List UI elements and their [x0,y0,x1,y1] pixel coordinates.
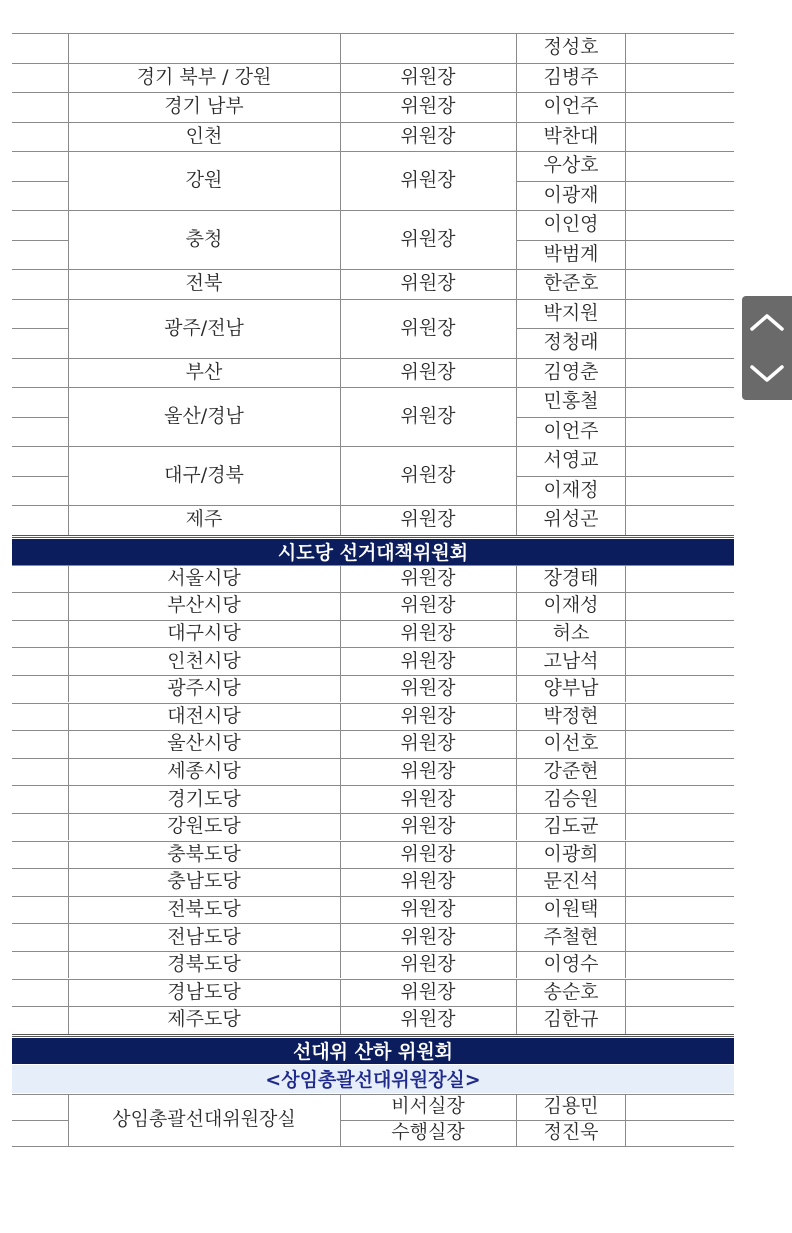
scroll-down-button[interactable] [742,348,792,400]
cell-name: 김한규 [543,1008,599,1031]
column-divider [625,592,626,620]
cell-region: 전북도당 [167,897,241,920]
cell-role: 위원장 [400,566,456,589]
cell-role: 위원장 [400,953,456,976]
column-divider [68,299,69,358]
cell-region: 경기도당 [167,787,241,810]
cell-role: 위원장 [400,815,456,838]
column-divider [68,1006,69,1034]
column-divider [68,387,69,446]
cell-name: 정성호 [543,36,599,59]
column-divider [340,505,341,535]
cell-name: 위성곤 [543,508,599,531]
column-divider [68,592,69,620]
column-divider [340,868,341,896]
column-divider [516,841,517,869]
column-divider [340,951,341,979]
cell-role: 위원장 [400,677,456,700]
cell-region: 충남도당 [167,870,241,893]
cell-region: 울산/경남 [164,405,244,427]
cell-role: 위원장 [400,759,456,782]
cell-region: 대구시당 [167,621,241,644]
cell-region: 서울시당 [167,566,241,589]
column-divider [516,647,517,675]
column-divider [625,951,626,979]
column-divider [68,92,69,122]
cell-role: 비서실장 [391,1095,465,1118]
cell-role: 위원장 [400,925,456,948]
cell-role: 위원장 [400,169,456,191]
cell-name: 김병주 [543,65,599,88]
cell-region: 전남도당 [167,925,241,948]
column-divider [625,151,626,210]
column-divider [625,979,626,1007]
column-divider [625,33,626,63]
cell-name: 강준현 [543,759,599,782]
column-divider [340,63,341,93]
cell-region: 전북 [185,272,223,295]
column-divider [68,122,69,152]
cell-region [68,33,340,63]
cell-role: 위원장 [400,980,456,1003]
cell-region: 세종시당 [167,759,241,782]
chevron-down-icon [749,364,785,384]
column-divider [340,565,341,593]
cell-name: 이언주 [543,419,599,442]
column-divider [516,951,517,979]
column-divider [340,785,341,813]
cell-name: 박정현 [543,704,599,727]
column-divider [68,210,69,269]
row-divider [12,1120,68,1121]
cell-role: 위원장 [400,360,456,383]
row-divider [12,417,68,418]
column-divider [625,565,626,593]
cell-region: 부산 [185,360,223,383]
column-divider [340,33,341,63]
column-divider [625,758,626,786]
column-divider [625,647,626,675]
cell-name: 문진석 [543,870,599,893]
cell-name: 고남석 [543,649,599,672]
cell-role: 위원장 [400,704,456,727]
cell-name: 송순호 [543,980,599,1003]
cell-role: 위원장 [400,65,456,88]
column-divider [625,122,626,152]
column-divider [516,122,517,152]
column-divider [340,896,341,924]
cell-name: 주철현 [543,925,599,948]
column-divider [516,33,517,63]
cell-name: 정청래 [543,331,599,354]
cell-name: 박범계 [543,242,599,265]
cell-name: 이선호 [543,732,599,755]
cell-name: 박찬대 [543,124,599,147]
cell-region: 대전시당 [167,704,241,727]
column-divider [68,923,69,951]
cell-role [340,33,516,63]
column-divider [625,387,626,446]
column-divider [340,358,341,388]
cell-name: 민홍철 [543,390,599,413]
cell-name: 박지원 [543,301,599,324]
cell-role: 위원장 [400,732,456,755]
cell-name: 우상호 [543,154,599,177]
column-divider [68,151,69,210]
cell-region: 경기 북부 / 강원 [136,65,272,88]
column-divider [68,269,69,299]
cell-region: 인천시당 [167,649,241,672]
column-divider [625,896,626,924]
cell-name: 이재정 [543,478,599,501]
column-divider [340,269,341,299]
cell-role: 위원장 [400,316,456,339]
cell-role: 위원장 [400,842,456,865]
cell-name: 김승원 [543,787,599,810]
column-divider [625,620,626,648]
cell-region: 경남도당 [167,980,241,1003]
column-divider [68,703,69,731]
cell-name: 양부남 [543,677,599,700]
column-divider [68,446,69,505]
cell-region: 충북도당 [167,842,241,865]
column-divider [68,620,69,648]
cell-region: 울산시당 [167,732,241,755]
column-divider [340,841,341,869]
column-divider [340,592,341,620]
column-divider [340,620,341,648]
cell-name: 정진욱 [543,1121,599,1144]
column-divider [625,703,626,731]
cell-role: 위원장 [400,594,456,617]
column-divider [340,210,341,269]
column-divider [68,951,69,979]
cell-name: 이언주 [543,95,599,118]
column-divider [68,841,69,869]
section-title: 선대위 산하 위원회 [12,1038,734,1064]
cell-region: 광주시당 [167,677,241,700]
column-divider [340,675,341,703]
cell-name: 이재성 [543,594,599,617]
column-divider [625,1094,626,1146]
column-divider [625,868,626,896]
column-divider [516,620,517,648]
column-divider [625,813,626,841]
column-divider [516,446,517,505]
column-divider [516,269,517,299]
cell-role: 수행실장 [391,1121,465,1144]
column-divider [516,592,517,620]
column-divider [340,446,341,505]
column-divider [625,785,626,813]
column-divider [340,387,341,446]
column-divider [68,647,69,675]
cell-name: 허소 [552,621,590,644]
cell-region: 인천 [185,124,223,147]
column-divider [68,785,69,813]
column-divider [516,358,517,388]
column-divider [516,730,517,758]
cell-name: 이광희 [543,842,599,865]
column-divider [625,299,626,358]
column-divider [516,210,517,269]
column-divider [516,813,517,841]
row-divider [12,476,68,477]
cell-name: 장경태 [543,566,599,589]
column-divider [625,210,626,269]
scroll-widget [742,296,792,400]
column-divider [340,758,341,786]
column-divider [625,841,626,869]
section-subtitle: <상임총괄선대위원장실> [12,1065,734,1093]
cell-region: 상임총괄선대위원장실 [112,1108,296,1131]
column-divider [68,896,69,924]
cell-role: 위원장 [400,787,456,810]
cell-role: 위원장 [400,649,456,672]
cell-role: 위원장 [400,897,456,920]
cell-region: 경기 남부 [164,95,244,118]
column-divider [68,33,69,63]
cell-region: 광주/전남 [164,316,244,339]
cell-role: 위원장 [400,95,456,118]
cell-name: 한준호 [543,272,599,295]
column-divider [625,269,626,299]
column-divider [68,505,69,535]
column-divider [340,923,341,951]
column-divider [625,63,626,93]
cell-role: 위원장 [400,508,456,531]
cell-role: 위원장 [400,124,456,147]
column-divider [516,299,517,358]
column-divider [68,730,69,758]
cell-region: 충청 [185,228,223,250]
column-divider [516,1006,517,1034]
column-divider [516,675,517,703]
cell-role: 위원장 [400,870,456,893]
cell-role: 위원장 [400,405,456,427]
cell-region: 부산시당 [167,594,241,617]
column-divider [340,122,341,152]
column-divider [340,299,341,358]
column-divider [340,730,341,758]
cell-region: 제주 [185,508,223,531]
column-divider [625,730,626,758]
cell-name: 김도균 [543,815,599,838]
column-divider [625,446,626,505]
column-divider [68,358,69,388]
column-divider [516,505,517,535]
column-divider [516,868,517,896]
column-divider [516,92,517,122]
column-divider [68,979,69,1007]
column-divider [516,785,517,813]
row-divider [12,240,68,241]
column-divider [340,1094,341,1146]
column-divider [68,868,69,896]
column-divider [516,923,517,951]
row-divider [340,1120,734,1121]
column-divider [340,92,341,122]
column-divider [516,979,517,1007]
cell-role: 위원장 [400,621,456,644]
column-divider [340,151,341,210]
row-divider [12,328,68,329]
cell-role: 위원장 [400,228,456,250]
cell-region: 경북도당 [167,953,241,976]
column-divider [625,1006,626,1034]
column-divider [68,565,69,593]
column-divider [340,647,341,675]
column-divider [340,813,341,841]
column-divider [340,1006,341,1034]
scroll-up-button[interactable] [742,296,792,348]
cell-name: 이원택 [543,897,599,920]
column-divider [625,505,626,535]
cell-region: 강원 [185,169,223,191]
cell-region: 제주도당 [167,1008,241,1031]
cell-role: 위원장 [400,1008,456,1031]
column-divider [516,896,517,924]
column-divider [516,151,517,210]
column-divider [68,758,69,786]
column-divider [340,703,341,731]
cell-role: 위원장 [400,272,456,295]
chevron-up-icon [749,312,785,332]
cell-name: 김용민 [543,1095,599,1118]
column-divider [516,565,517,593]
cell-name: 김영춘 [543,360,599,383]
column-divider [68,813,69,841]
column-divider [625,358,626,388]
cell-region: 대구/경북 [164,464,244,486]
column-divider [625,923,626,951]
row-divider [12,1146,734,1147]
column-divider [625,675,626,703]
column-divider [516,63,517,93]
cell-name: 이광재 [543,183,599,206]
column-divider [68,1094,69,1146]
column-divider [516,387,517,446]
column-divider [516,1094,517,1146]
cell-name: 이영수 [543,953,599,976]
row-divider [12,181,68,182]
column-divider [68,675,69,703]
column-divider [68,63,69,93]
cell-name: 이인영 [543,213,599,236]
cell-name: 서영교 [543,449,599,472]
cell-region: 강원도당 [167,815,241,838]
cell-role: 위원장 [400,464,456,486]
section-title: 시도당 선거대책위원회 [12,539,734,565]
column-divider [340,979,341,1007]
column-divider [516,758,517,786]
column-divider [625,92,626,122]
column-divider [516,703,517,731]
